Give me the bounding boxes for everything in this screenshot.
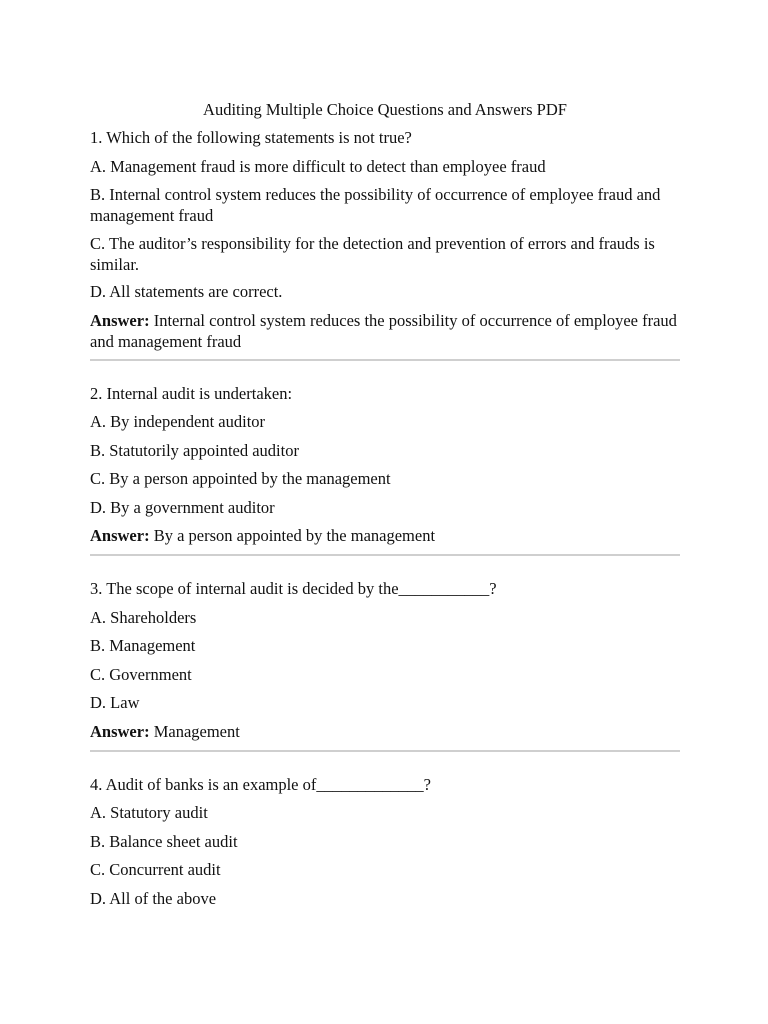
question-block-2: [90, 383, 680, 548]
option-a: A. Shareholders: [90, 607, 197, 627]
question-text: 3. The scope of internal audit is decided by the___________?: [90, 579, 497, 598]
option-d: D. All statements are correct.: [90, 282, 283, 301]
option-b: B. Internal control system reduces the possibility of occurrence of employee fraud and management fraud: [90, 185, 661, 225]
answer-label: Answer:: [90, 526, 150, 545]
answer-line: [90, 721, 680, 743]
question-text: 2. Internal audit is undertaken:: [90, 383, 293, 403]
answer-text: Internal control system reduces the possibility of occurrence of employee fraud and management fraud: [90, 310, 677, 351]
answer-label: Answer:: [90, 721, 150, 741]
question-text: 1. Which of the following statements is not true?: [90, 128, 412, 147]
option-c: C. Government: [90, 664, 192, 684]
option-a: A. Management fraud is more difficult to detect than employee fraud: [90, 156, 546, 176]
option-a: A. Statutory audit: [90, 803, 208, 822]
option-a: A. By independent auditor: [90, 412, 266, 431]
answer-text: Management: [153, 721, 240, 741]
question-text: 4. Audit of banks is an example of_____________?: [90, 774, 431, 794]
option-d: D. All of the above: [90, 888, 217, 908]
answer-line: [90, 525, 680, 547]
option-d: D. By a government auditor: [90, 497, 275, 517]
option-d: D. Law: [90, 693, 140, 712]
question-divider: [90, 359, 680, 361]
answer-label: Answer:: [90, 310, 150, 330]
option-b: B. Management: [90, 636, 196, 655]
option-b: B. Balance sheet audit: [90, 831, 238, 851]
document-title: Auditing Multiple Choice Questions and Answers PDF: [203, 100, 567, 119]
question-divider: [90, 554, 680, 556]
answer-line: [90, 310, 680, 352]
question-block-4: [90, 774, 680, 910]
question-block-3: [90, 578, 680, 743]
option-c: C. Concurrent audit: [90, 860, 221, 879]
option-b: B. Statutorily appointed auditor: [90, 440, 299, 460]
answer-text: By a person appointed by the management: [153, 526, 436, 545]
option-c: C. The auditor’s responsibility for the detection and prevention of errors and frauds is similar.: [90, 233, 655, 274]
question-divider: [90, 750, 680, 752]
option-c: C. By a person appointed by the management: [90, 469, 391, 488]
document-content: [90, 99, 680, 916]
question-block-1: [90, 127, 680, 352]
